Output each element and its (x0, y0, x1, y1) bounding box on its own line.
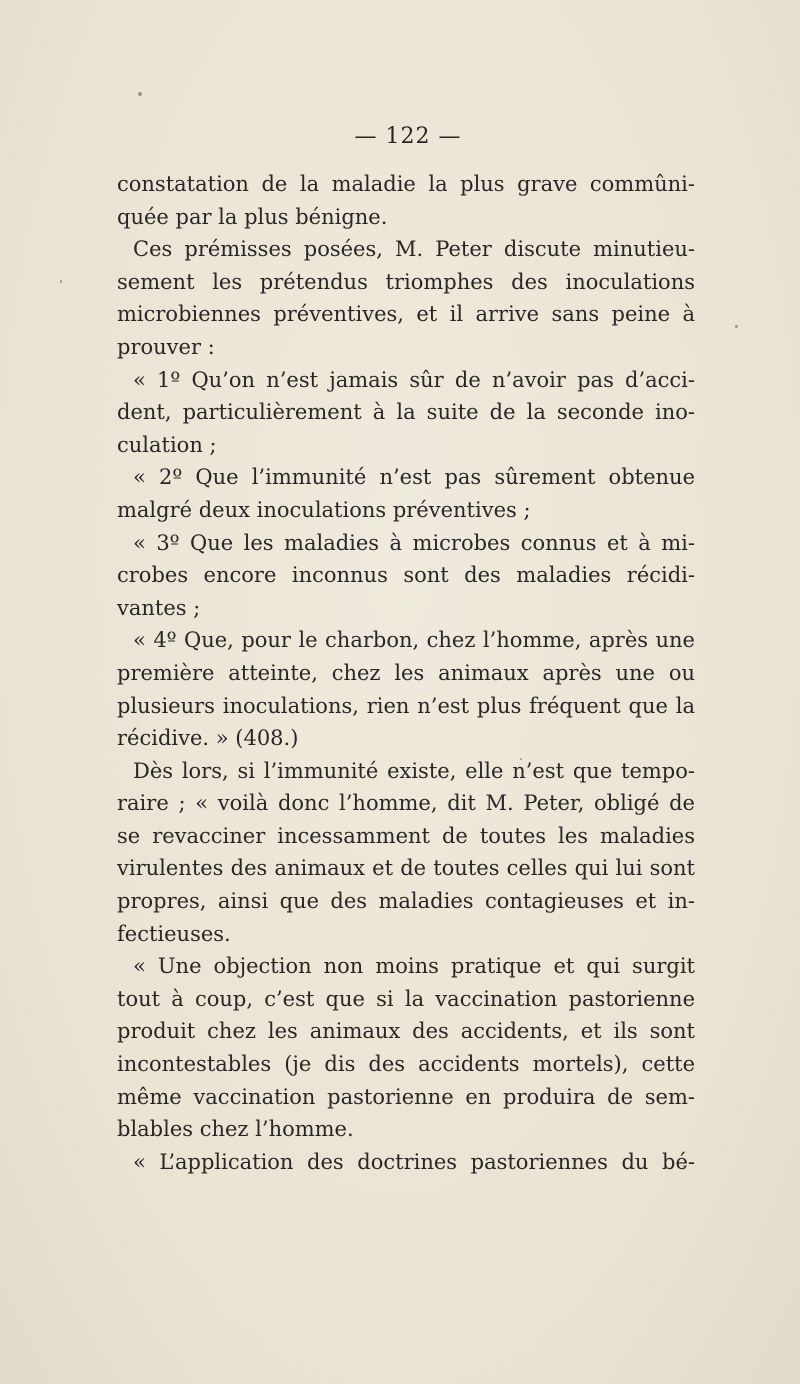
paper-speck (138, 92, 142, 96)
text-line: propres, ainsi que des maladies contagieuses et in- (117, 889, 695, 914)
text-line: culation ; (117, 432, 217, 457)
text-line: virulentes des animaux et de toutes celles qui lui sont (117, 856, 695, 881)
text-line: prouver : (117, 334, 215, 359)
text-line: vantes ; (117, 595, 201, 620)
paper-speck (735, 325, 738, 328)
text-line: tout à coup, c’est que si la vaccination pastorienne (117, 986, 695, 1011)
text-line: malgré deux inoculations préventives ; (117, 497, 531, 522)
text-line: Ces prémisses posées, M. Peter discute minutieu- (133, 237, 695, 262)
text-line: « Une objection non moins pratique et qui surgit (133, 954, 695, 979)
text-line: raire ; « voilà donc l’homme, dit M. Peter, obligé de (117, 791, 695, 816)
text-line: quée par la plus bénigne. (117, 204, 388, 229)
text-line: se revacciner incessamment de toutes les maladies (117, 823, 695, 848)
text-line: « 2º Que l’immunité n’est pas sûrement obtenue (133, 465, 695, 490)
text-line: Dès lors, si l’immunité existe, elle n’est que tempo- (133, 758, 695, 783)
text-line: « 3º Que les maladies à microbes connus et à mi- (133, 530, 695, 555)
text-line: « 1º Qu’on n’est jamais sûr de n’avoir pas d’acci- (133, 367, 695, 392)
text-line: dent, particulièrement à la suite de la seconde ino- (117, 400, 695, 425)
text-line: produit chez les animaux des accidents, et ils sont (117, 1019, 695, 1044)
text-line: récidive. » (408.) (117, 726, 299, 751)
text-line: microbiennes préventives, et il arrive sans peine à (117, 302, 695, 327)
text-line: « 4º Que, pour le charbon, chez l’homme, après une (133, 628, 695, 653)
text-line: plusieurs inoculations, rien n’est plus fréquent que la (117, 693, 695, 718)
text-line: première atteinte, chez les animaux après une ou (117, 660, 695, 685)
text-line: fectieuses. (117, 921, 231, 946)
text-line: « L’application des doctrines pastoriennes du bé- (133, 1149, 695, 1174)
paper-speck (60, 280, 62, 283)
text-line: crobes encore inconnus sont des maladies récidi- (117, 563, 695, 588)
text-line: même vaccination pastorienne en produira de sem- (117, 1084, 695, 1109)
body-text (117, 168, 695, 1178)
text-line: constatation de la maladie la plus grave commûni- (117, 172, 695, 196)
text-line: blables chez l’homme. (117, 1117, 354, 1142)
text-line: sement les prétendus triomphes des inoculations (117, 269, 695, 294)
text-line: incontestables (je dis des accidents mortels), cette (117, 1052, 695, 1077)
page-number: — 122 — (354, 124, 462, 149)
